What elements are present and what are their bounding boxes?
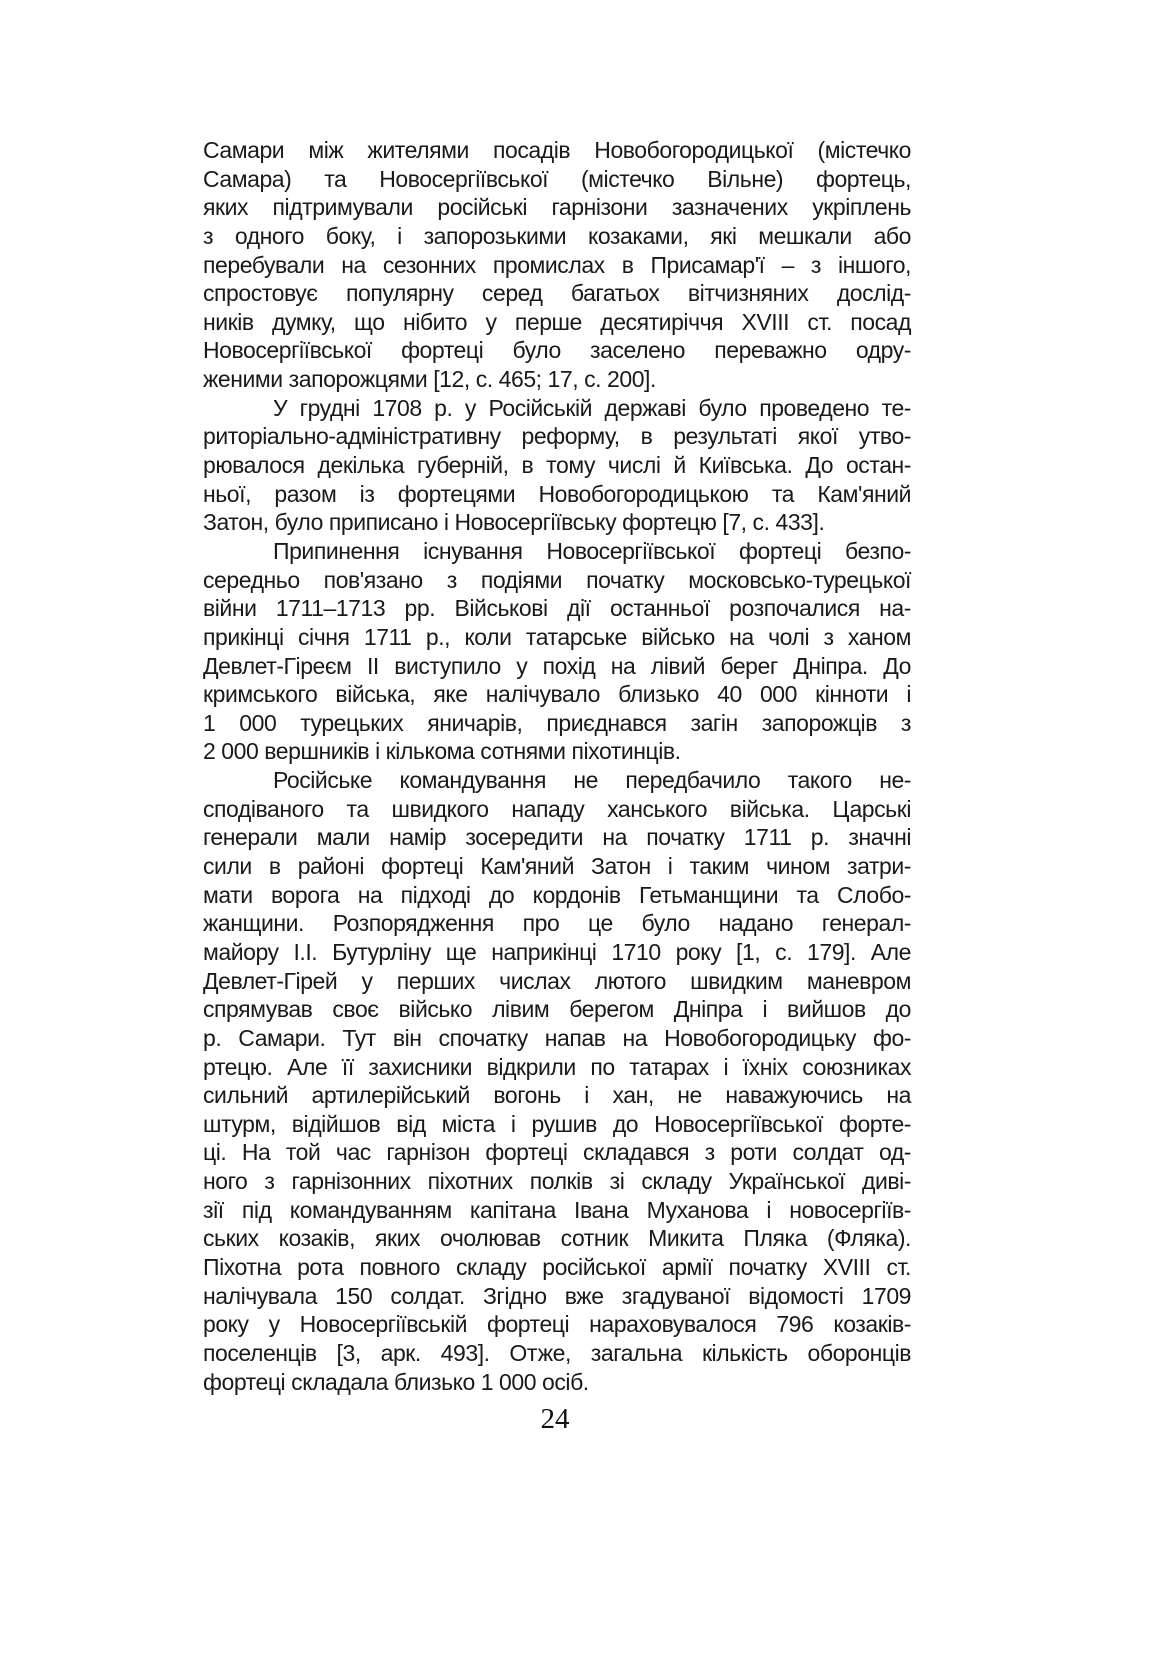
text-line: спрямував своє військо лівим берегом Дніпра і вийшов до xyxy=(203,996,911,1023)
text-line: року у Новосергіївській фортеці нараховувалося 796 козаків- xyxy=(203,1311,911,1338)
text-line: Новосергіївської фортеці було заселено переважно одру- xyxy=(203,337,911,364)
text-line: р. Самари. Тут він спочатку напав на Новобогородицьку фо- xyxy=(203,1024,911,1051)
text-line: ських козаків, яких очолював сотник Микита Пляка (Фляка). xyxy=(203,1225,911,1252)
text-line: сильний артилерійський вогонь і хан, не наважуючись на xyxy=(203,1082,911,1109)
text-line: ці. На той час гарнізон фортеці складався з роти солдат од- xyxy=(203,1139,911,1166)
text-line: 2 000 вершників і кількома сотнями піхотинців. xyxy=(203,738,681,765)
text-line: Самари між жителями посадів Новобогородицької (містечко xyxy=(203,137,911,163)
text-line: зії під командуванням капітана Івана Муханова і новосергіїв- xyxy=(203,1196,911,1223)
text-line: У грудні 1708 р. у Російській державі було проведено те- xyxy=(273,394,911,421)
page-body-text xyxy=(203,136,911,1396)
text-line: налічувала 150 солдат. Згідно вже згадуваної відомості 1709 xyxy=(203,1282,911,1309)
text-line: женими запорожцями [12, с. 465; 17, с. 200]. xyxy=(203,366,656,393)
text-line: прикінці січня 1711 р., коли татарське військо на чолі з ханом xyxy=(203,623,911,650)
text-line: генерали мали намір зосередити на початку 1711 р. значні xyxy=(203,824,911,851)
text-line: Піхотна рота повного складу російської армії початку XVIII ст. xyxy=(203,1253,911,1280)
text-line: перебували на сезонних промислах в Присамар'ї – з іншого, xyxy=(203,251,911,278)
text-line: поселенців [3, арк. 493]. Отже, загальна кількість оборонців xyxy=(203,1339,911,1366)
text-line: рювалося декілька губерній, в тому числі й Київська. До остан- xyxy=(203,452,911,479)
text-line: 1 000 турецьких яничарів, приєднався загін запорожців з xyxy=(203,709,911,736)
text-line: Самара) та Новосергіївської (містечко Вільне) фортець, xyxy=(203,165,911,192)
page-number: 24 xyxy=(540,1403,570,1435)
text-line: ртецю. Але її захисники відкрили по татарах і їхніх союзниках xyxy=(203,1053,911,1080)
paragraph xyxy=(203,136,911,394)
text-line: сили в районі фортеці Кам'яний Затон і таким чином затри- xyxy=(203,853,911,880)
paragraph xyxy=(203,394,911,537)
text-line: з одного боку, і запорозькими козаками, які мешкали або xyxy=(203,222,911,249)
paragraph xyxy=(203,766,911,1396)
text-line: ного з гарнізонних піхотних полків зі складу Української диві- xyxy=(203,1168,911,1195)
text-line: риторіально-адміністративну реформу, в результаті якої утво- xyxy=(203,423,911,450)
text-line: Припинення існування Новосергіївської фортеці безпо- xyxy=(273,537,911,564)
text-line: ників думку, що нібито у перше десятиріччя XVIII ст. посад xyxy=(203,308,911,335)
text-line: яких підтримували російські гарнізони зазначених укріплень xyxy=(203,194,911,221)
text-line: кримського війська, яке налічувало близько 40 000 кінноти і xyxy=(203,681,911,708)
text-line: Затон, було приписано і Новосергіївську фортецю [7, с. 433]. xyxy=(203,509,825,536)
text-line: сподіваного та швидкого нападу ханського війська. Царські xyxy=(203,795,911,822)
text-line: Девлет-Гіреєм II виступило у похід на лівий берег Дніпра. До xyxy=(203,652,911,679)
text-line: спростовує популярну серед багатьох вітчизняних дослід- xyxy=(203,280,911,307)
text-line: штурм, відійшов від міста і рушив до Новосергіївської форте- xyxy=(203,1110,911,1137)
paragraph xyxy=(203,537,911,766)
text-line: Російське командування не передбачило такого не- xyxy=(273,767,911,794)
text-line: мати ворога на підході до кордонів Гетьманщини та Слобо- xyxy=(203,881,911,908)
text-line: фортеці складала близько 1 000 осіб. xyxy=(203,1368,589,1395)
text-line: ньої, разом із фортецями Новобогородицькою та Кам'яний xyxy=(203,480,911,507)
text-line: майору І.І. Бутурліну ще наприкінці 1710 року [1, с. 179]. Але xyxy=(203,938,911,965)
text-line: війни 1711–1713 рр. Військові дії останньої розпочалися на- xyxy=(203,595,911,622)
text-line: Девлет-Гірей у перших числах лютого швидким маневром xyxy=(203,967,911,994)
text-line: жанщини. Розпорядження про це було надано генерал- xyxy=(203,910,911,937)
text-line: середньо пов'язано з подіями початку московсько-турецької xyxy=(203,566,911,593)
